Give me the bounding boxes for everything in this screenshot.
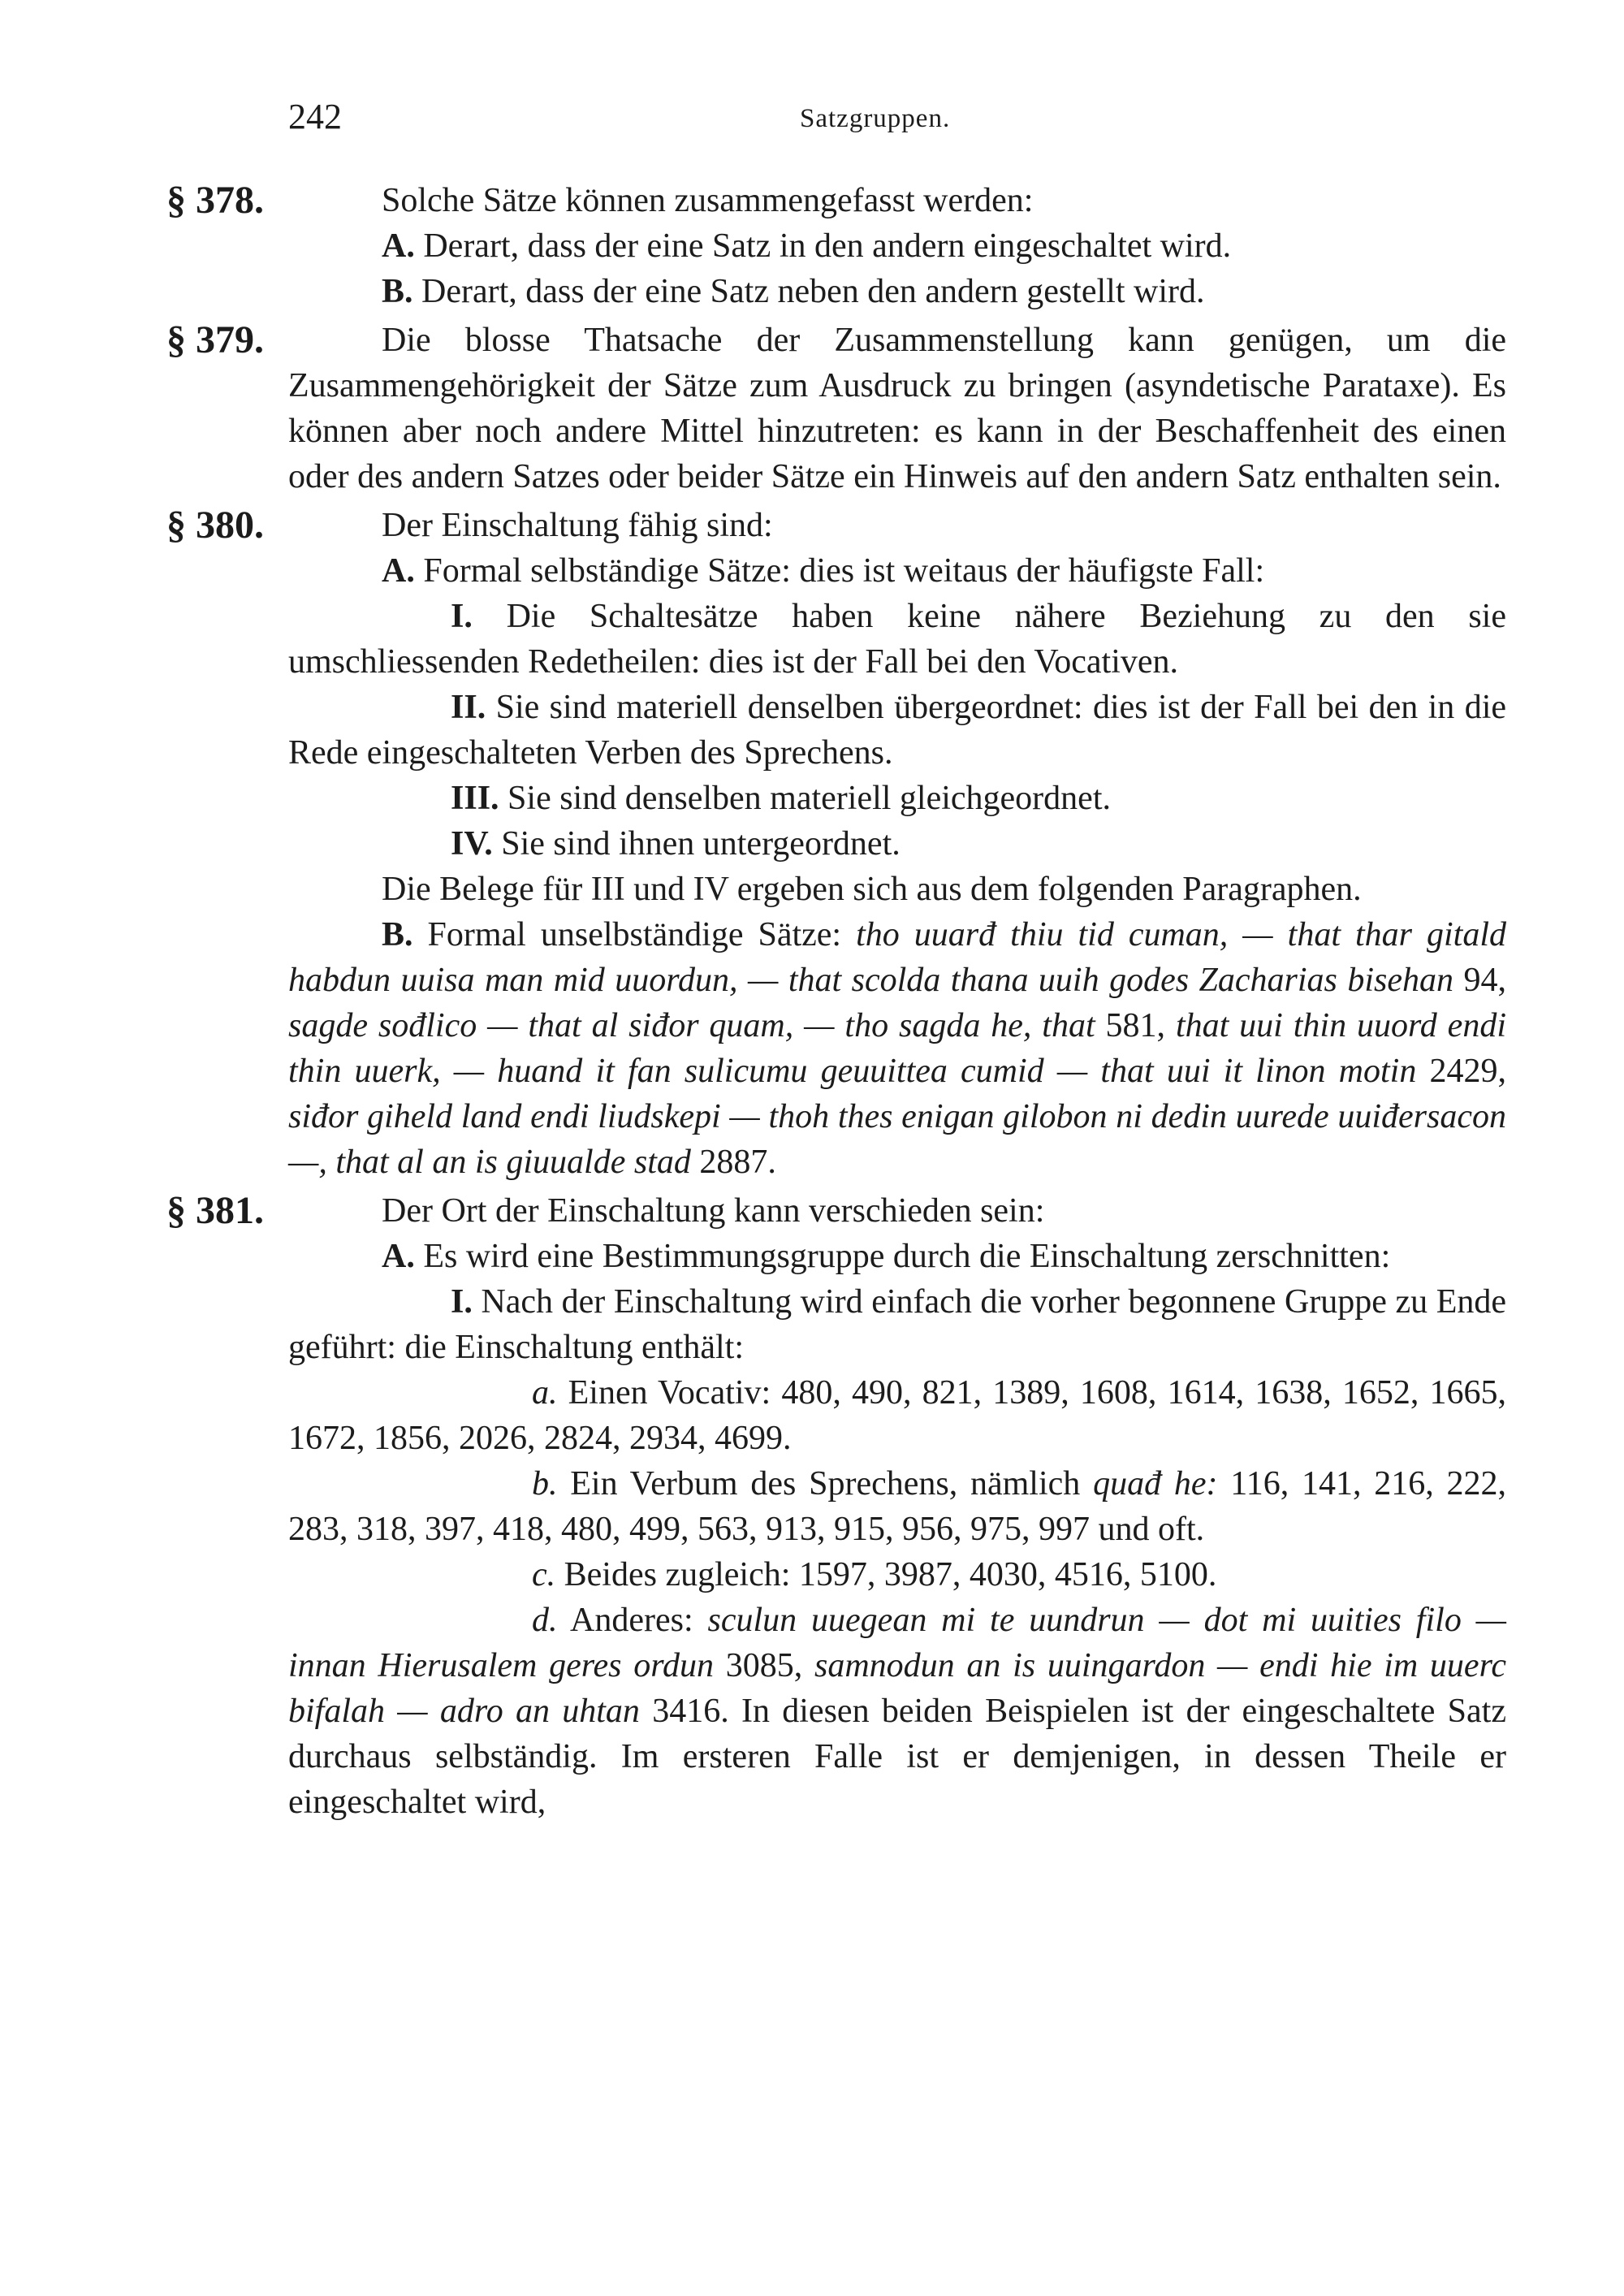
item-intro: Formal unselbständige Sätze: (427, 916, 842, 953)
list-item-ii (288, 685, 1506, 776)
verse-number: 2429, (1429, 1053, 1507, 1090)
item-label: A. (382, 552, 415, 590)
item-label: A. (382, 1238, 415, 1275)
item-text: Formal selbständige Sätze: dies ist weitaus der häufigste Fall: (423, 552, 1265, 590)
list-item-b-sub (288, 1461, 1506, 1552)
verse-number: 3085, (725, 1647, 803, 1684)
section-intro: Solche Sätze können zusammengefasst werden: (382, 182, 1034, 219)
item-label: IV. (451, 825, 493, 863)
quotation: quađ he: (1093, 1465, 1218, 1503)
item-text: Sie sind materiell denselben übergeordnet: dies ist der Fall bei den in die Rede eingeschalteten Verben des Sprechens. (288, 689, 1507, 772)
item-label: c. (532, 1556, 556, 1593)
section-380 (166, 503, 1507, 1185)
item-label: a. (532, 1374, 558, 1412)
item-text: Derart, dass der eine Satz neben den andern gestellt wird. (421, 273, 1205, 310)
list-item-a (288, 223, 1506, 269)
list-item-a (288, 1234, 1506, 1279)
quotation: siđor giheld land endi liudskepi — thoh thes enigan gilobon ni dedin uurede uuiđersacon —, that al an is giuualde stad (288, 1098, 1506, 1181)
section-intro: Der Einschaltung fähig sind: (382, 507, 773, 544)
verse-number: 581, (1105, 1007, 1166, 1044)
item-label: I. (451, 598, 473, 635)
running-head: Satzgruppen. (800, 104, 951, 133)
item-label: I. (451, 1283, 473, 1321)
page-number: 242 (288, 97, 342, 136)
item-text: Die Schaltesätze haben keine nähere Beziehung zu den sie umschliessenden Redetheilen: dies ist der Fall bei den Vocativen. (288, 598, 1506, 681)
section-378 (166, 178, 1506, 314)
section-intro: Der Ort der Einschaltung kann verschieden sein: (382, 1192, 1045, 1230)
page-header (288, 96, 987, 145)
verse-number: 2887. (699, 1144, 776, 1181)
list-item-iii (288, 776, 1506, 821)
item-text: Ein Verbum des Sprechens, nämlich (570, 1465, 1081, 1503)
item-label: III. (451, 780, 499, 817)
page-body (166, 175, 1507, 1825)
list-item-i (288, 594, 1506, 685)
section-number: § 379. (166, 318, 264, 361)
list-item-b (288, 269, 1506, 314)
section-381 (166, 1188, 1507, 1825)
section-number: § 378. (166, 179, 264, 222)
item-text: Es wird eine Bestimmungsgruppe durch die Einschaltung zerschnitten: (423, 1238, 1391, 1275)
item-label: II. (451, 689, 486, 726)
list-item-iv (288, 821, 1506, 867)
quotation: tho uuarđ thiu tid cuman, — that thar gitald habdun uuisa man mid uuordun, — that scolda thana uuih godes Zacharias bisehan (288, 916, 1507, 999)
list-item-b (288, 912, 1506, 1185)
section-number: § 381. (166, 1189, 264, 1232)
section-number: § 380. (166, 504, 264, 547)
verse-number: 94, (1463, 962, 1507, 999)
item-label: B. (382, 916, 413, 953)
list-item-c-sub (288, 1552, 1506, 1598)
quotation: sagde sođlico — that al siđor quam, — tho sagda he, that (288, 1007, 1095, 1044)
item-text: Beides zugleich: 1597, 3987, 4030, 4516, 5100. (564, 1556, 1217, 1593)
item-label: d. (532, 1602, 558, 1639)
item-label: b. (532, 1465, 558, 1503)
item-text: Einen Vocativ: 480, 490, 821, 1389, 1608, 1614, 1638, 1652, 1665, 1672, 1856, 2026, 2824, 2934, 4699. (288, 1374, 1507, 1457)
list-item-a-sub (288, 1370, 1506, 1461)
quotation: that uui thin uuord endi thin uuerk, — huand it fan sulicumu geuuittea cumid — that uui it linon motin (288, 1007, 1506, 1090)
list-item-d-sub (288, 1598, 1506, 1825)
item-text: 3416. In diesen beiden Beispielen ist der eingeschaltete Satz durchaus selbständig. Im ersteren Falle ist er demjenigen, in dessen Theile er eingeschaltet wird, (288, 1693, 1506, 1821)
quotation: samnodun an is uuingardon — endi hie im uuerc bifalah — adro an uhtan (288, 1647, 1507, 1730)
item-label: B. (382, 273, 413, 310)
belege-note: Die Belege für III und IV ergeben sich aus dem folgenden Paragraphen. (382, 871, 1362, 908)
section-text: Die blosse Thatsache der Zusammenstellung kann genügen, um die Zusammengehörigkeit der Sätze zum Ausdruck zu bringen (asyndetische Parataxe). Es können aber noch andere Mittel hinzutreten: es kann in der Beschaffenheit des einen oder des andern Satzes oder beider Sätze ein Hinweis auf den andern Satz enthalten sein. (288, 322, 1506, 495)
item-text: Anderes: (570, 1602, 693, 1639)
item-label: A. (382, 227, 415, 265)
item-text: Sie sind ihnen untergeordnet. (501, 825, 901, 863)
list-item-a (288, 548, 1506, 594)
item-text: 116, 141, 216, 222, 283, 318, 397, 418, 480, 499, 563, 913, 915, 956, 975, 997 und oft. (288, 1465, 1507, 1548)
item-text: Sie sind denselben materiell gleichgeordnet. (508, 780, 1111, 817)
item-text: Nach der Einschaltung wird einfach die vorher begonnene Gruppe zu Ende geführt: die Einschaltung enthält: (288, 1283, 1506, 1366)
item-text: Derart, dass der eine Satz in den andern eingeschaltet wird. (423, 227, 1232, 265)
section-379 (166, 318, 1506, 499)
quotation: sculun uuegean mi te uundrun — dot mi uuities filo — innan Hierusalem geres ordun (288, 1602, 1507, 1684)
list-item-i (288, 1279, 1506, 1370)
